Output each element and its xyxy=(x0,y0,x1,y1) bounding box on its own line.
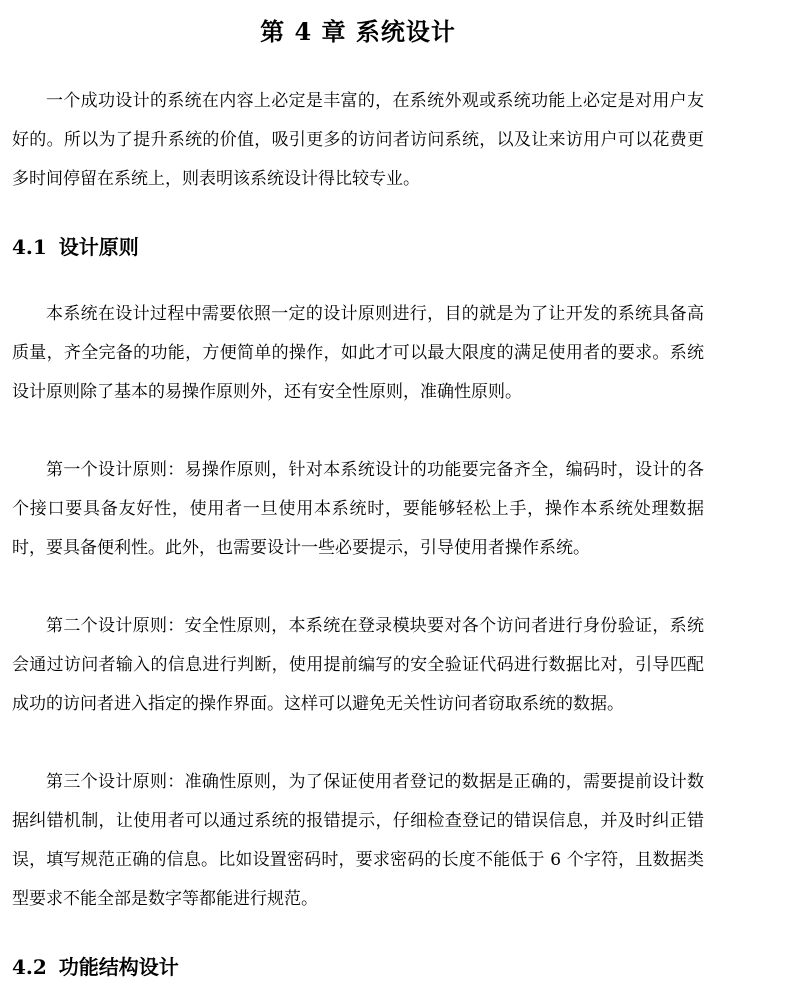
paragraph-design-principles: 本系统在设计过程中需要依照一定的设计原则进行，目的就是为了让开发的系统具备高质量，齐全完备的功能，方便简单的操作，如此才可以最大限度的满足使用者的要求。系统设计原则除了基本的易操作原则外，还有安全性原则，准确性原则。 xyxy=(12,304,704,402)
section-number: 4.1 xyxy=(12,235,47,259)
paragraph-principle-one: 第一个设计原则：易操作原则，针对本系统设计的功能要完备齐全，编码时，设计的各个接口要具备友好性，使用者一旦使用本系统时，要能够轻松上手，操作本系统处理数据时，要具备便利性。此外，也需要设计一些必要提示，引导使用者操作系统。 xyxy=(12,460,704,558)
paragraph-principle-three: 第三个设计原则：准确性原则，为了保证使用者登记的数据是正确的，需要提前设计数据纠错机制，让使用者可以通过系统的报错提示，仔细检查登记的错误信息，并及时纠正错误，填写规范正确的信息。比如设置密码时，要求密码的长度不能低于 6 个字符，且数据类型要求不能全部是数字等都能进行规范。 xyxy=(12,772,704,909)
section-number: 4.2 xyxy=(12,955,47,979)
section-title: 功能结构设计 xyxy=(58,955,179,979)
section-title: 设计原则 xyxy=(58,235,139,259)
section-heading-4-1 xyxy=(12,232,139,262)
section-heading-4-2 xyxy=(12,952,179,982)
chapter-title: 第 4 章 系统设计 xyxy=(260,17,456,46)
paragraph-principle-two: 第二个设计原则：安全性原则，本系统在登录模块要对各个访问者进行身份验证，系统会通过访问者输入的信息进行判断，使用提前编写的安全验证代码进行数据比对，引导匹配成功的访问者进入指定的操作界面。这样可以避免无关性访问者窃取系统的数据。 xyxy=(12,616,704,714)
intro-paragraph: 一个成功设计的系统在内容上必定是丰富的，在系统外观或系统功能上必定是对用户友好的。所以为了提升系统的价值，吸引更多的访问者访问系统，以及让来访用户可以花费更多时间停留在系统上，则表明该系统设计得比较专业。 xyxy=(12,91,704,189)
